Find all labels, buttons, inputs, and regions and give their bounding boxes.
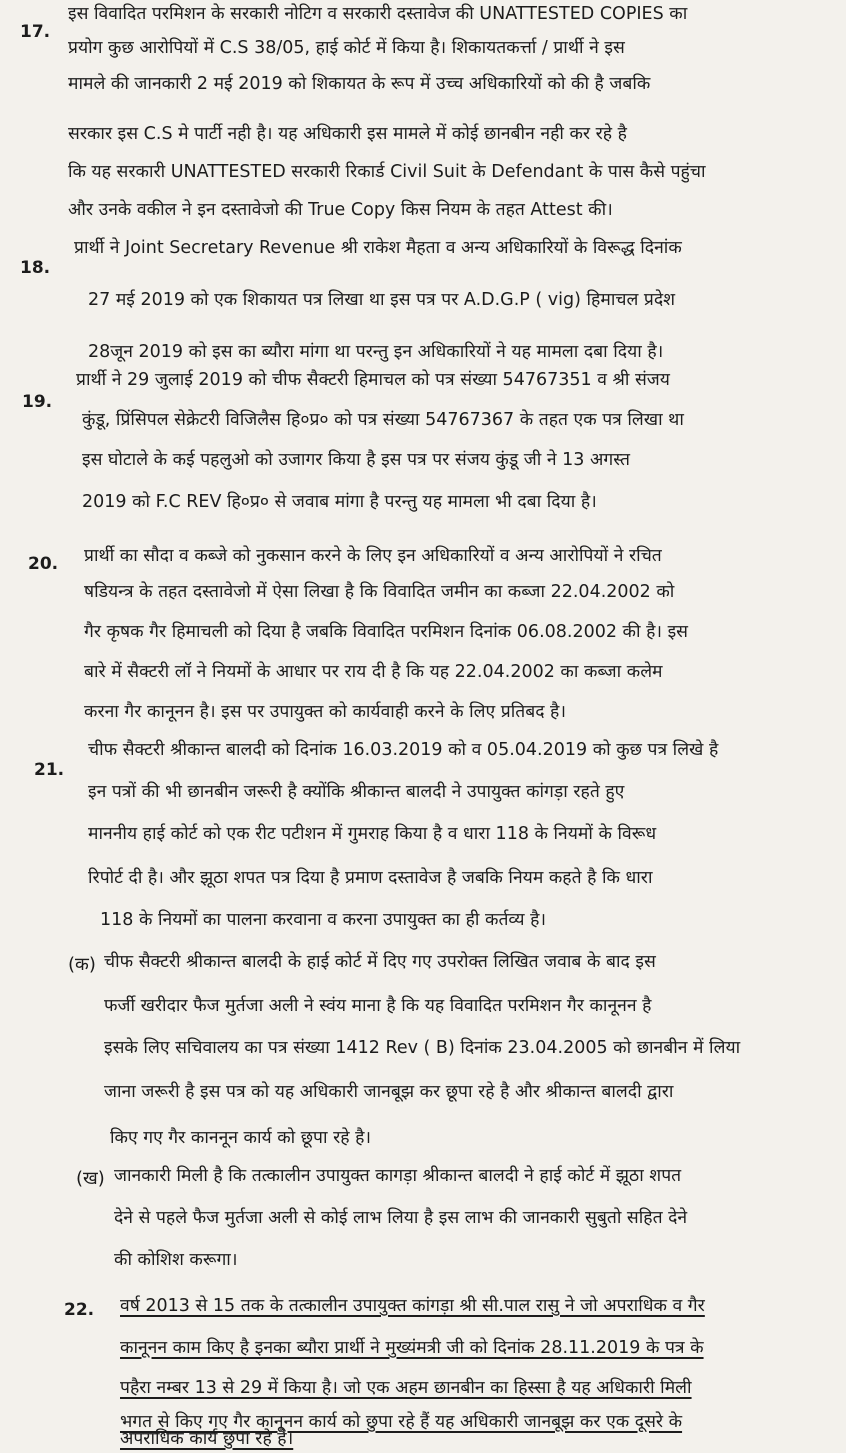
paragraph-line: मामले की जानकारी 2 मई 2019 को शिकायत के रूप में उच्च अधिकारियों को की है जबकि xyxy=(68,74,651,94)
paragraph-line: रिपोर्ट दी है। और झूठा शपत पत्र दिया है प्रमाण दस्तावेज है जबकि नियम कहते है कि धारा xyxy=(88,868,653,888)
paragraph-line: इन पत्रों की भी छानबीन जरूरी है क्योंकि श्रीकान्त बालदी ने उपायुक्त कांगड़ा रहते हुए xyxy=(88,782,625,802)
paragraph-line: चीफ सैक्टरी श्रीकान्त बालदी को दिनांक 16.03.2019 को व 05.04.2019 को कुछ पत्र लिखे है xyxy=(88,740,719,760)
subparagraph-marker: (ख) xyxy=(76,1168,105,1189)
paragraph-line: और उनके वकील ने इन दस्तावेजो की True Copy किस नियम के तहत Attest की। xyxy=(68,200,613,220)
paragraph-number: 17. xyxy=(20,22,51,42)
paragraph-line: चीफ सैक्टरी श्रीकान्त बालदी के हाई कोर्ट में दिए गए उपरोक्त लिखित जवाब के बाद इस xyxy=(104,952,656,972)
paragraph-line: कुंडू, प्रिंसिपल सेक्रेटरी विजिलैस हि०प्र० को पत्र संख्या 54767367 के तहत एक पत्र लिखा था xyxy=(82,410,684,430)
paragraph-line: जाना जरूरी है इस पत्र को यह अधिकारी जानबूझ कर छूपा रहे है और श्रीकान्त बालदी द्वारा xyxy=(104,1082,674,1102)
paragraph-line: गैर कृषक गैर हिमाचली को दिया है जबकि विवादित परमिशन दिनांक 06.08.2002 की है। इस xyxy=(84,622,689,642)
paragraph-line: करना गैर कानूनन है। इस पर उपायुक्त को कार्यवाही करने के लिए प्रतिबद है। xyxy=(84,702,566,722)
paragraph-line: देने से पहले फैज मुर्तजा अली से कोई लाभ लिया है इस लाभ की जानकारी सुबुतो सहित देने xyxy=(114,1208,688,1228)
paragraph-number: 19. xyxy=(22,392,53,412)
paragraph-number: 18. xyxy=(20,258,51,278)
paragraph-line: प्रार्थी ने 29 जुलाई 2019 को चीफ सैक्टरी हिमाचल को पत्र संख्या 54767351 व श्री संजय xyxy=(76,370,670,390)
paragraph-line: इसके लिए सचिवालय का पत्र संख्या 1412 Rev ( B) दिनांक 23.04.2005 को छानबीन में लिया xyxy=(104,1038,741,1058)
paragraph-line: 27 मई 2019 को एक शिकायत पत्र लिखा था इस पत्र पर A.D.G.P ( vig) हिमाचल प्रदेश xyxy=(88,290,676,310)
paragraph-line: इस विवादित परमिशन के सरकारी नोटिग व सरकारी दस्तावेज की UNATTESTED COPIES का xyxy=(68,4,688,24)
paragraph-line: की कोशिश करूगा। xyxy=(114,1250,238,1270)
paragraph-line: सरकार इस C.S मे पार्टी नही है। यह अधिकारी इस मामले में कोई छानबीन नही कर रहे है xyxy=(68,124,627,144)
paragraph-line: इस घोटाले के कई पहलुओ को उजागर किया है इस पत्र पर संजय कुंडू जी ने 13 अगस्त xyxy=(82,450,630,470)
paragraph-line: प्रार्थी का सौदा व कब्जे को नुकसान करने के लिए इन अधिकारियों व अन्य आरोपियों ने रचित xyxy=(84,546,662,566)
paragraph-line: भगत से किए गए गैर कानूनन कार्य को छुपा रहे हैं यह अधिकारी जानबूझ कर एक दूसरे के xyxy=(120,1412,683,1432)
paragraph-line: प्रयोग कुछ आरोपियों में C.S 38/05, हाई कोर्ट में किया है। शिकायतकर्त्ता / प्रार्थी ने इस xyxy=(68,38,625,58)
paragraph-line: 118 के नियमों का पालना करवाना व करना उपायुक्त का ही कर्तव्य है। xyxy=(100,910,547,930)
paragraph-number: 21. xyxy=(34,760,65,780)
paragraph-line: 2019 को F.C REV हि०प्र० से जवाब मांगा है परन्तु यह मामला भी दबा दिया है। xyxy=(82,492,597,512)
paragraph-line: प्रार्थी ने Joint Secretary Revenue श्री राकेश मैहता व अन्य अधिकारियों के विरूद्ध दिनांक xyxy=(74,238,682,258)
paragraph-number: 20. xyxy=(28,554,59,574)
paragraph-line: किए गए गैर काननून कार्य को छूपा रहे है। xyxy=(110,1128,372,1148)
paragraph-line: पहैरा नम्बर 13 से 29 में किया है। जो एक अहम छानबीन का हिस्सा है यह अधिकारी मिली xyxy=(120,1378,692,1398)
paragraph-line: कानूनन काम किए है इनका ब्यौरा प्रार्थी ने मुख्यंमत्री जी को दिनांक 28.11.2019 के पत्र के xyxy=(120,1338,704,1358)
paragraph-line: बारे में सैक्टरी लॉ ने नियमों के आधार पर राय दी है कि यह 22.04.2002 का कब्जा कलेम xyxy=(84,662,663,682)
subparagraph-marker: (क) xyxy=(68,954,96,975)
paragraph-line: जानकारी मिली है कि तत्कालीन उपायुक्त कागड़ा श्रीकान्त बालदी ने हाई कोर्ट में झूठा शपत xyxy=(114,1166,682,1186)
paragraph-line: वर्ष 2013 से 15 तक के तत्कालीन उपायुक्त कांगड़ा श्री सी.पाल रासु ने जो अपराधिक व गैर xyxy=(120,1296,705,1316)
paragraph-line: अपराधिक कार्य छुपा रहे है। xyxy=(120,1429,294,1449)
paragraph-line: कि यह सरकारी UNATTESTED सरकारी रिकार्ड Civil Suit के Defendant के पास कैसे पहुंचा xyxy=(68,162,706,182)
paragraph-line: 28जून 2019 को इस का ब्यौरा मांगा था परन्तु इन अधिकारियों ने यह मामला दबा दिया है। xyxy=(88,342,664,362)
paragraph-line: माननीय हाई कोर्ट को एक रीट पटीशन में गुमराह किया है व धारा 118 के नियमों के विरूध xyxy=(88,824,657,844)
paragraph-number: 22. xyxy=(64,1300,95,1320)
paragraph-line: षडियन्त्र के तहत दस्तावेजो में ऐसा लिखा है कि विवादित जमीन का कब्जा 22.04.2002 को xyxy=(84,582,675,602)
paragraph-line: फर्जी खरीदार फैज मुर्तजा अली ने स्वंय माना है कि यह विवादित परमिशन गैर कानूनन है xyxy=(104,996,652,1016)
